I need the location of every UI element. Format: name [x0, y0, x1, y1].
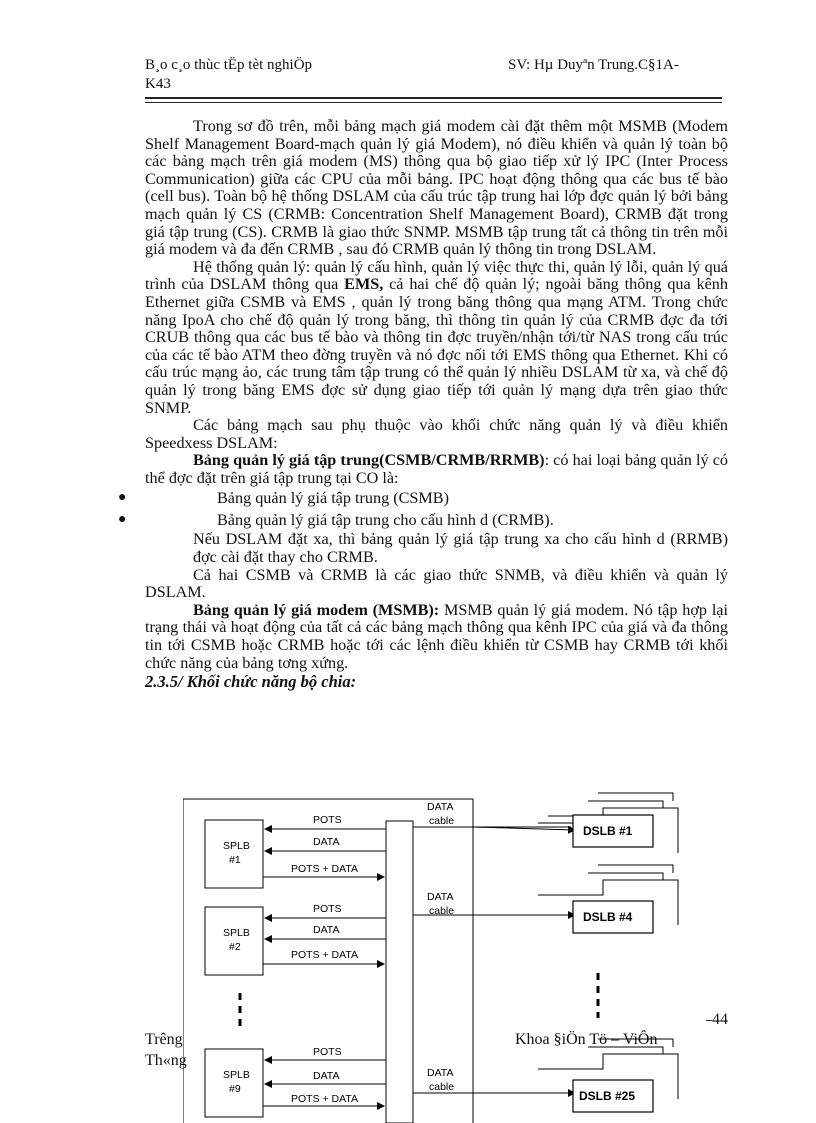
- splb-1-label: SPLB: [223, 840, 250, 852]
- paragraph-csmb-crmb: Cả hai CSMB và CRMB là các giao thức SNMB, và điều khiển và quản lý DSLAM.: [145, 565, 728, 602]
- pots-data-label: POTS + DATA: [291, 1093, 358, 1105]
- data-cable-label: cable: [429, 905, 455, 917]
- data-cable-label: DATA: [427, 891, 454, 903]
- footer-school-line1: Trêng: [145, 1031, 183, 1048]
- footer-faculty: Khoa §iÖn Tö – ViÔn: [515, 1031, 658, 1048]
- paragraph-text: MSMB quản lý giá modem. Nó tập hợp lại trạng thái và hoạt động của tất cả các bảng mạch thông qua kênh IPC của giá và đa thông tin tới CSMB hoặc CRMB hoặc tới các lệnh điều khiển từ CSMB hay CRMB tới khối chức năng của bảng tơng xứng.: [145, 600, 728, 672]
- page-number: 44: [712, 1011, 728, 1028]
- footer-school-line2: Th«ng: [145, 1052, 187, 1069]
- bullet-text: Bảng quản lý giá tập trung cho cấu hình d (CRMB).: [217, 511, 554, 530]
- data-label: DATA: [313, 836, 340, 848]
- paragraph-msmb: [145, 602, 728, 672]
- data-label: DATA: [313, 1070, 340, 1082]
- paragraph-csmb: [145, 452, 728, 487]
- bullet-text: Bảng quản lý giá tập trung (CSMB): [217, 489, 449, 508]
- data-cable-label: cable: [429, 1081, 455, 1093]
- pots-label: POTS: [313, 903, 342, 915]
- bullet-icon: ●: [118, 512, 127, 528]
- splb-2-number: #2: [229, 941, 241, 953]
- data-label: DATA: [313, 924, 340, 936]
- header-rule-thick: [145, 97, 722, 99]
- header-report-title: B¸o c¸o thùc tËp tèt nghiÖp: [145, 57, 313, 73]
- bullet-item: [118, 509, 728, 531]
- splb-1-number: #1: [229, 854, 241, 866]
- data-cable-label: DATA: [427, 801, 454, 813]
- paragraph-text: cả hai chế độ quản lý; ngoài băng thông qua kênh Ethernet giữa CSMB và EMS , quản lý trong băng thông qua mạng ATM. Trong chức năng IpoA cho chế độ quản lý trong băng, thì thông tin quản lý của CRMB đợc đa tới CRUB thông qua các bus tế bào và thông tin đợc truyền/nhận tới/từ NAS trong cấu trúc của các tế bào ATM theo đờng truyền và nó đợc nối tới EMS thông qua Ethernet. Khi có cấu trúc mạng ảo, các trung tâm tập trung có thể quản lý nhiều DSLAM từ xa, và chế độ quản lý trong băng EMS đợc sử dụng giao tiếp tới quản lý mạng dựa trên giao thức SNMP.: [145, 275, 728, 417]
- paragraph-text: Hệ thống quản lý: quản lý cấu hình, quản lý việc thực thi, quản lý lỗi, quản lý quá trình của DSLAM thông qua: [145, 257, 728, 294]
- splb-2-label: SPLB: [223, 927, 250, 939]
- dslb-25-label: DSLB #25: [579, 1089, 636, 1103]
- pots-data-label: POTS + DATA: [291, 863, 358, 875]
- pots-label: POTS: [313, 814, 342, 826]
- splb-9-number: #9: [229, 1083, 241, 1095]
- paragraph-text: : có hai loại bảng quản lý có thể đợc đặt trên giá tập trung tại CO là:: [145, 451, 728, 487]
- paragraph-management-system: [145, 259, 728, 417]
- bullet-icon: ●: [118, 490, 127, 506]
- bullet-item: [118, 487, 728, 509]
- pots-data-label: POTS + DATA: [291, 949, 358, 961]
- ems-term: EMS,: [344, 275, 384, 294]
- data-cable-label: cable: [429, 815, 455, 827]
- paragraph-rrmb: Nếu DSLAM đặt xa, thì bảng quản lý giá tập trung xa cho cấu hình d (RRMB) đợc cài đặt thay cho CRMB.: [193, 530, 728, 567]
- splitter-diagram: [183, 783, 723, 1123]
- data-cable-label: DATA: [427, 1067, 454, 1079]
- header-left: [145, 56, 405, 94]
- paragraph-boards-intro: Các bảng mạch sau phụ thuộc vào khối chức năng quản lý và điều khiển Speedxess DSLAM:: [145, 416, 728, 452]
- section-heading: 2.3.5/ Khối chức năng bộ chia:: [145, 672, 357, 692]
- paragraph-msmb-intro: Trong sơ đồ trên, mỗi bảng mạch giá modem cài đặt thêm một MSMB (Modem Shelf Management Board-mạch quản lý giá Modem), nó điều khiển và quản lý toàn bộ các bảng mạch trên giá modem (MS) thông qua bộ giao tiếp xử lý IPC (Inter Process Communication) giữa các CPU của mỗi bảng. IPC hoạt động thông qua các bus tế bào (cell bus). Toàn bộ hệ thống DSLAM của cấu trúc tập trung hai lớp đợc quản lý bởi bảng mạch quản lý CS (CRMB: Concentration Shelf Management Board), CRMB đặt trong giá tập trung (CS). CRMB là giao thức SNMP. MSMB tập trung tất cả thông tin trên mỗi giá modem và đa đến CRMB , sau đó CRMB quản lý thông tin trong DSLAM.: [145, 117, 728, 259]
- dslb-1-label: DSLB #1: [583, 824, 633, 838]
- dslb-4-label: DSLB #4: [583, 910, 633, 924]
- csmb-heading: Bảng quản lý giá tập trung(CSMB/CRMB/RRMB): [193, 451, 545, 470]
- msmb-heading: Bảng quản lý giá modem (MSMB):: [193, 600, 440, 619]
- body-text: [118, 117, 728, 692]
- splb-9-label: SPLB: [223, 1069, 250, 1081]
- header-rule-thin: [145, 102, 722, 103]
- pots-label: POTS: [313, 1046, 342, 1058]
- header-student: SV: Hµ Duyªn Trung.C§1A-: [508, 57, 679, 73]
- header-class-code: K43: [145, 76, 171, 92]
